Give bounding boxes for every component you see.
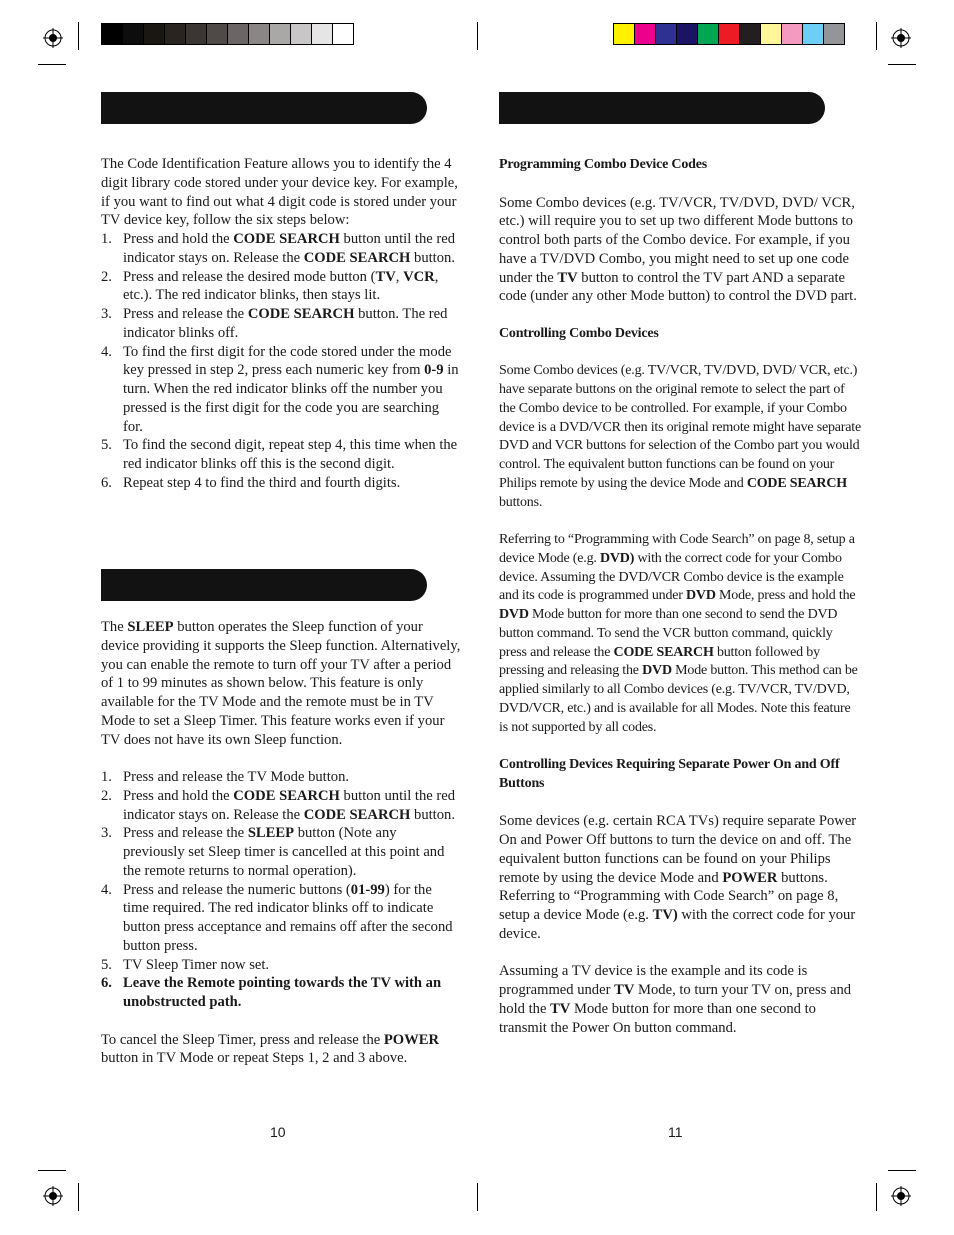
step-item — [101, 343, 461, 437]
programming-heading: Programming Combo Device Codes — [499, 157, 707, 172]
controlling-text: Some Combo devices (e.g. TV/VCR, TV/DVD, DVD/ VCR, etc.) have separate buttons on the original remote to select the part of the Combo device to be controlled. For example, if your Combo device is a DVD/VCR then its original remote might have separate DVD and VCR buttons for selection of the Combo part you would control. The equivalent button functions can be found on your Philips remote by using the device Mode and CODE SEARCH buttons. — [499, 363, 861, 510]
bold-term: 0-9 — [424, 362, 444, 379]
bold-term: TV — [550, 1000, 571, 1017]
step-text: TV Sleep Timer now set. — [123, 956, 270, 973]
step-number: 3. — [101, 306, 112, 322]
crop-mark — [78, 1183, 79, 1211]
bold-term: DVD) — [599, 550, 635, 566]
step-number: 4. — [101, 343, 112, 360]
color-swatch — [635, 24, 656, 44]
step-item — [101, 230, 461, 268]
crop-mark — [876, 1183, 877, 1211]
step-text: To find the first digit for the code stored under the mode key pressed in step 2, press each numeric key from 0-9 in turn. When the red indicator blinks off the number you pressed is the first digit for the code you are searching for. — [123, 343, 459, 435]
color-swatch — [291, 24, 312, 44]
bold-term: TV) — [652, 907, 678, 923]
step-number: 6. — [101, 474, 112, 491]
crop-mark — [38, 64, 66, 65]
color-swatch — [144, 24, 165, 44]
bold-term: CODE SEARCH — [303, 806, 411, 823]
bold-term: SLEEP — [127, 619, 174, 635]
code-identification-section — [101, 155, 461, 493]
color-swatch — [677, 24, 698, 44]
step-number: 5. — [101, 956, 112, 973]
step-item — [101, 787, 461, 825]
step-item — [101, 768, 461, 787]
referring-text: Referring to “Programming with Code Search” on page 8, setup a device Mode (e.g. DVD) with the correct code for your Combo device. Assuming the DVD/VCR Combo device is the example and its code is programmed under DVD Mode, press and hold the DVD Mode button for more than one second to send the DVD button command. To send the VCR button command, quickly press and release the CODE SEARCH button followed by pressing and releasing the DVD Mode button. This method can be applied similarly to all Combo devices (e.g. TV/VCR, TV/DVD, DVD/VCR, etc.) and is available for all Modes. Note this feature is not supported by all codes. — [499, 532, 858, 735]
combo-section — [499, 156, 861, 1037]
color-swatch — [249, 24, 270, 44]
color-swatch — [698, 24, 719, 44]
color-swatch — [824, 24, 844, 44]
color-swatch — [270, 24, 291, 44]
bold-term: CODE SEARCH — [233, 787, 340, 804]
step-text: To find the second digit, repeat step 4, this time when the red indicator blinks off this is the second digit. — [123, 437, 458, 472]
step-text: Press and release the desired mode button (TV, VCR, etc.). The red indicator blinks, then stays lit. — [123, 268, 439, 304]
step-number: 6. — [101, 975, 112, 992]
bold-term: 01-99 — [350, 881, 385, 898]
sleep-section — [101, 618, 461, 1068]
programming-text: Some Combo devices (e.g. TV/VCR, TV/DVD, DVD/ VCR, etc.) will require you to set up two different Mode buttons to control both parts of the Combo device. For example, if you have a TV/DVD Combo, you might need to set up one code under the TV button to control the TV part AND a separate code (under any other Mode button) to control the DVD part. — [499, 194, 857, 305]
registration-mark-icon — [43, 28, 63, 48]
bold-term: CODE SEARCH — [233, 231, 340, 247]
bold-term: Leave the Remote pointing towards the TV with an unobstructed path. — [123, 975, 442, 1010]
controlling-heading: Controlling Combo Devices — [499, 325, 659, 341]
color-swatch — [102, 24, 123, 44]
color-swatch — [719, 24, 740, 44]
bold-term: POWER — [722, 869, 778, 886]
bold-term: DVD — [686, 588, 716, 604]
color-swatch — [614, 24, 635, 44]
color-swatch — [165, 24, 186, 44]
bold-term: DVD — [642, 663, 672, 679]
bold-term: CODE SEARCH — [247, 306, 355, 322]
registration-mark-icon — [891, 28, 911, 48]
color-swatch — [761, 24, 782, 44]
crop-mark — [78, 22, 79, 50]
process-color-bar — [613, 23, 845, 45]
step-number: 4. — [101, 881, 112, 898]
crop-mark — [38, 1170, 66, 1171]
color-swatch — [740, 24, 761, 44]
color-swatch — [803, 24, 824, 44]
step-number: 1. — [101, 769, 112, 785]
bold-term: TV — [557, 269, 578, 286]
sleep-intro: The SLEEP button operates the Sleep function of your device providing it supports the Sleep function. Alternatively, you can enable the remote to turn off your TV after a period of 1 to 99 minutes as shown below. This feature is only available for the TV Mode and the remote must be in TV Mode to set a Sleep Timer. This feature works even if your TV does not have its own Sleep function. — [101, 619, 461, 748]
page-number: 11 — [668, 1124, 683, 1140]
section-header-bar — [101, 92, 427, 124]
step-item — [101, 268, 461, 306]
step-number: 2. — [101, 787, 112, 804]
registration-mark-icon — [43, 1186, 63, 1206]
color-swatch — [333, 24, 353, 44]
color-swatch — [656, 24, 677, 44]
bold-term: TV — [614, 982, 635, 998]
color-swatch — [228, 24, 249, 44]
crop-mark — [477, 22, 478, 50]
step-item — [101, 305, 461, 343]
step-item — [101, 474, 461, 493]
crop-mark — [888, 64, 916, 65]
bold-term: CODE SEARCH — [303, 249, 411, 266]
step-item — [101, 824, 461, 880]
step-text: Press and release the TV Mode button. — [123, 769, 350, 785]
crop-mark — [477, 1183, 478, 1211]
step-text: Press and release the numeric buttons (01-99) for the time required. The red indicator blinks off to indicate button press acceptance and remains off after the second button press. — [123, 881, 453, 954]
bold-term: VCR — [403, 268, 435, 285]
step-item — [101, 956, 461, 975]
step-number: 5. — [101, 437, 112, 454]
step-text: Press and hold the CODE SEARCH button until the red indicator stays on. Release the CODE SEARCH button. — [123, 231, 456, 266]
crop-mark — [888, 1170, 916, 1171]
assuming-text: Assuming a TV device is the example and its code is programmed under TV Mode, to turn your TV on, press and hold the TV Mode button for more than one second to transmit the Power On button command. — [499, 963, 852, 1036]
color-swatch — [186, 24, 207, 44]
step-text: Press and release the SLEEP button (Note any previously set Sleep timer is cancelled at this point and the remote returns to normal operation). — [123, 825, 445, 879]
step-number: 1. — [101, 231, 112, 247]
step-item — [101, 881, 461, 956]
color-swatch — [123, 24, 144, 44]
bold-term: CODE SEARCH — [746, 475, 847, 491]
crop-mark — [876, 22, 877, 50]
bold-term: CODE SEARCH — [613, 644, 714, 660]
registration-mark-icon — [891, 1186, 911, 1206]
step-text — [123, 975, 441, 1010]
bold-term: TV — [375, 268, 396, 285]
step-text: Press and release the CODE SEARCH button. The red indicator blinks off. — [123, 306, 448, 341]
color-swatch — [782, 24, 803, 44]
bold-term: SLEEP — [247, 825, 295, 842]
section-header-bar — [101, 569, 427, 601]
step-number: 2. — [101, 268, 112, 285]
bold-term: POWER — [383, 1031, 440, 1048]
power-text: Some devices (e.g. certain RCA TVs) require separate Power On and Power Off buttons to turn the device on and off. The equivalent button functions can be found on your Philips remote by using the device Mode and POWER buttons. Referring to “Programming with Code Search” on page 8, setup a device Mode (e.g. TV) with the correct code for your device. — [499, 813, 857, 942]
color-swatch — [207, 24, 228, 44]
page-number: 10 — [270, 1124, 286, 1140]
step-item — [101, 436, 461, 474]
grayscale-color-bar — [101, 23, 354, 45]
color-swatch — [312, 24, 333, 44]
step-number: 3. — [101, 825, 112, 842]
step-item — [101, 974, 461, 1012]
sleep-cancel-text: To cancel the Sleep Timer, press and release the POWER button in TV Mode or repeat Steps 1, 2 and 3 above. — [101, 1031, 440, 1067]
section-header-bar — [499, 92, 825, 124]
step-text: Repeat step 4 to find the third and fourth digits. — [123, 474, 401, 491]
sleep-steps-list — [101, 768, 461, 1012]
bold-term: DVD — [499, 607, 529, 622]
power-heading: Controlling Devices Requiring Separate Power On and Off Buttons — [499, 757, 840, 791]
code-id-intro: The Code Identification Feature allows you to identify the 4 digit library code stored under your device key. For example, if you want to find out what 4 digit code is stored under your TV device key, follow the six steps below: — [101, 156, 458, 229]
code-id-steps-list — [101, 230, 461, 493]
step-text: Press and hold the CODE SEARCH button until the red indicator stays on. Release the CODE SEARCH button. — [123, 787, 456, 823]
